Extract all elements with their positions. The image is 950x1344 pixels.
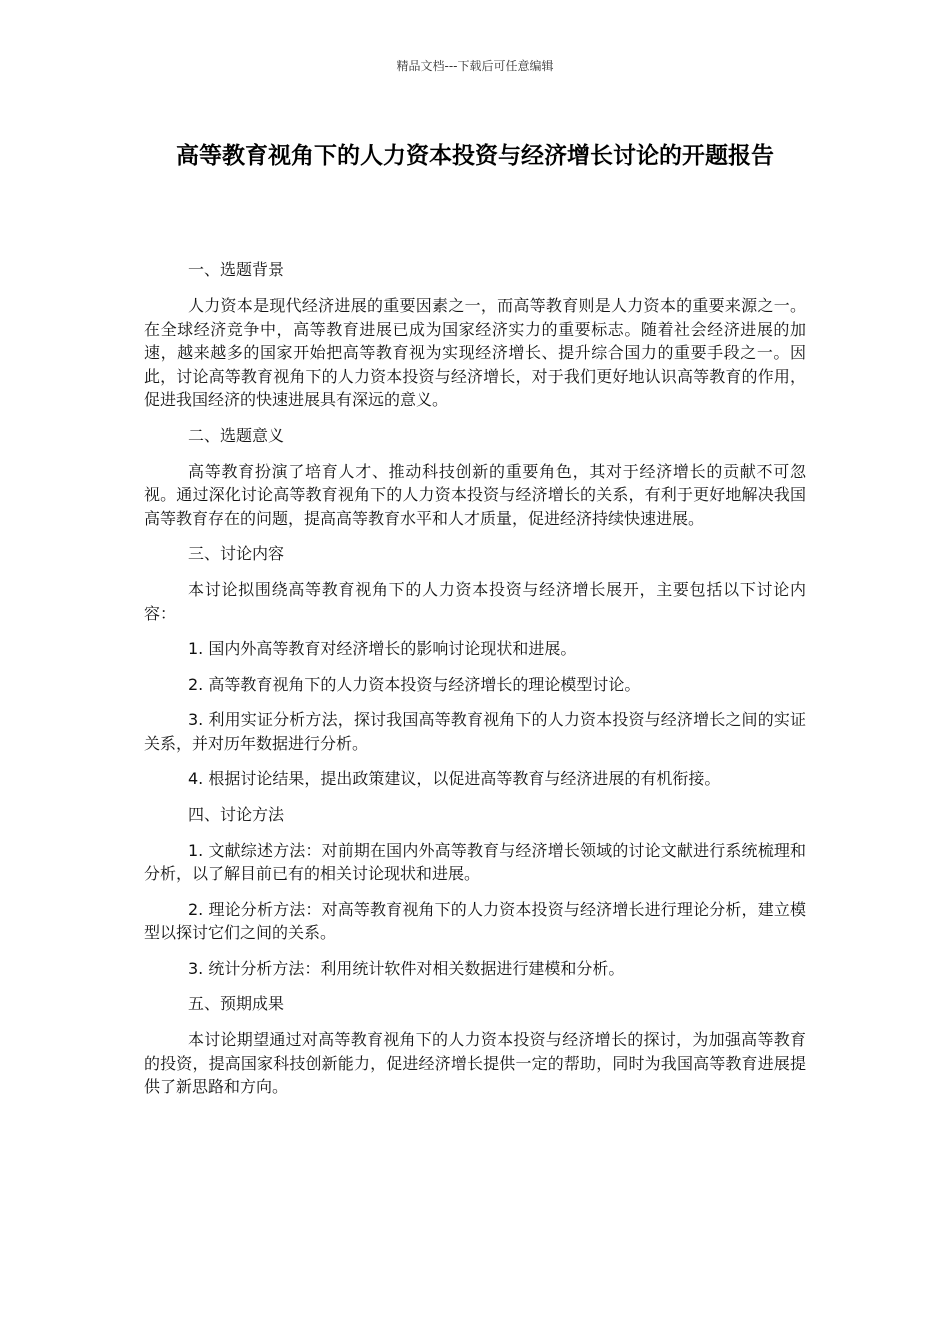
list-item: 4. 根据讨论结果，提出政策建议，以促进高等教育与经济进展的有机衔接。 [188,769,721,788]
list-item: 3. 统计分析方法：利用统计软件对相关数据进行建模和分析。 [188,958,625,978]
section-heading: 一、选题背景 [188,260,285,279]
section-heading: 四、讨论方法 [188,804,285,824]
paragraph: 人力资本是现代经济进展的重要因素之一，而高等教育则是人力资本的重要来源之一。在全球经济竞争中，高等教育进展已成为国家经济实力的重要标志。随着社会经济进展的加速，越来越多的国家开始把高等教育视为实现经济增长、提升综合国力的重要手段之一。因此，讨论高等教育视角下的人力资本投资与经济增长，对于我们更好地认识高等教育的作用，促进我国经济的快速进展具有深远的意义。 [144,296,806,409]
section-heading: 三、讨论内容 [188,544,285,563]
section-heading: 五、预期成果 [188,994,285,1013]
section-significance [144,424,806,531]
list-item: 2. 高等教育视角下的人力资本投资与经济增长的理论模型讨论。 [188,674,641,694]
header-note: 精品文档---下载后可任意编辑 [396,59,554,73]
section-methods [144,803,806,981]
paragraph: 本讨论拟围绕高等教育视角下的人力资本投资与经济增长展开，主要包括以下讨论内容： [144,580,806,623]
list-item: 1. 文献综述方法：对前期在国内外高等教育与经济增长领域的讨论文献进行系统梳理和分析，以了解目前已有的相关讨论现状和进展。 [144,840,806,883]
paragraph: 高等教育扮演了培育人才、推动科技创新的重要角色，其对于经济增长的贡献不可忽视。通过深化讨论高等教育视角下的人力资本投资与经济增长的关系，有利于更好地解决我国高等教育存在的问题，提高高等教育水平和人才质量，促进经济持续快速进展。 [144,461,806,528]
list-item: 2. 理论分析方法：对高等教育视角下的人力资本投资与经济增长进行理论分析，建立模型以探讨它们之间的关系。 [144,899,806,942]
section-background [144,258,806,412]
document-title: 高等教育视角下的人力资本投资与经济增长讨论的开题报告 [176,143,774,169]
document-body [144,258,806,1111]
list-item: 3. 利用实证分析方法，探讨我国高等教育视角下的人力资本投资与经济增长之间的实证关系，并对历年数据进行分析。 [144,710,806,753]
section-content [144,542,806,791]
section-expected-results [144,992,806,1099]
section-heading: 二、选题意义 [188,425,285,445]
list-item: 1. 国内外高等教育对经济增长的影响讨论现状和进展。 [188,639,577,658]
paragraph: 本讨论期望通过对高等教育视角下的人力资本投资与经济增长的探讨，为加强高等教育的投资，提高国家科技创新能力，促进经济增长提供一定的帮助，同时为我国高等教育进展提供了新思路和方向。 [144,1030,806,1096]
